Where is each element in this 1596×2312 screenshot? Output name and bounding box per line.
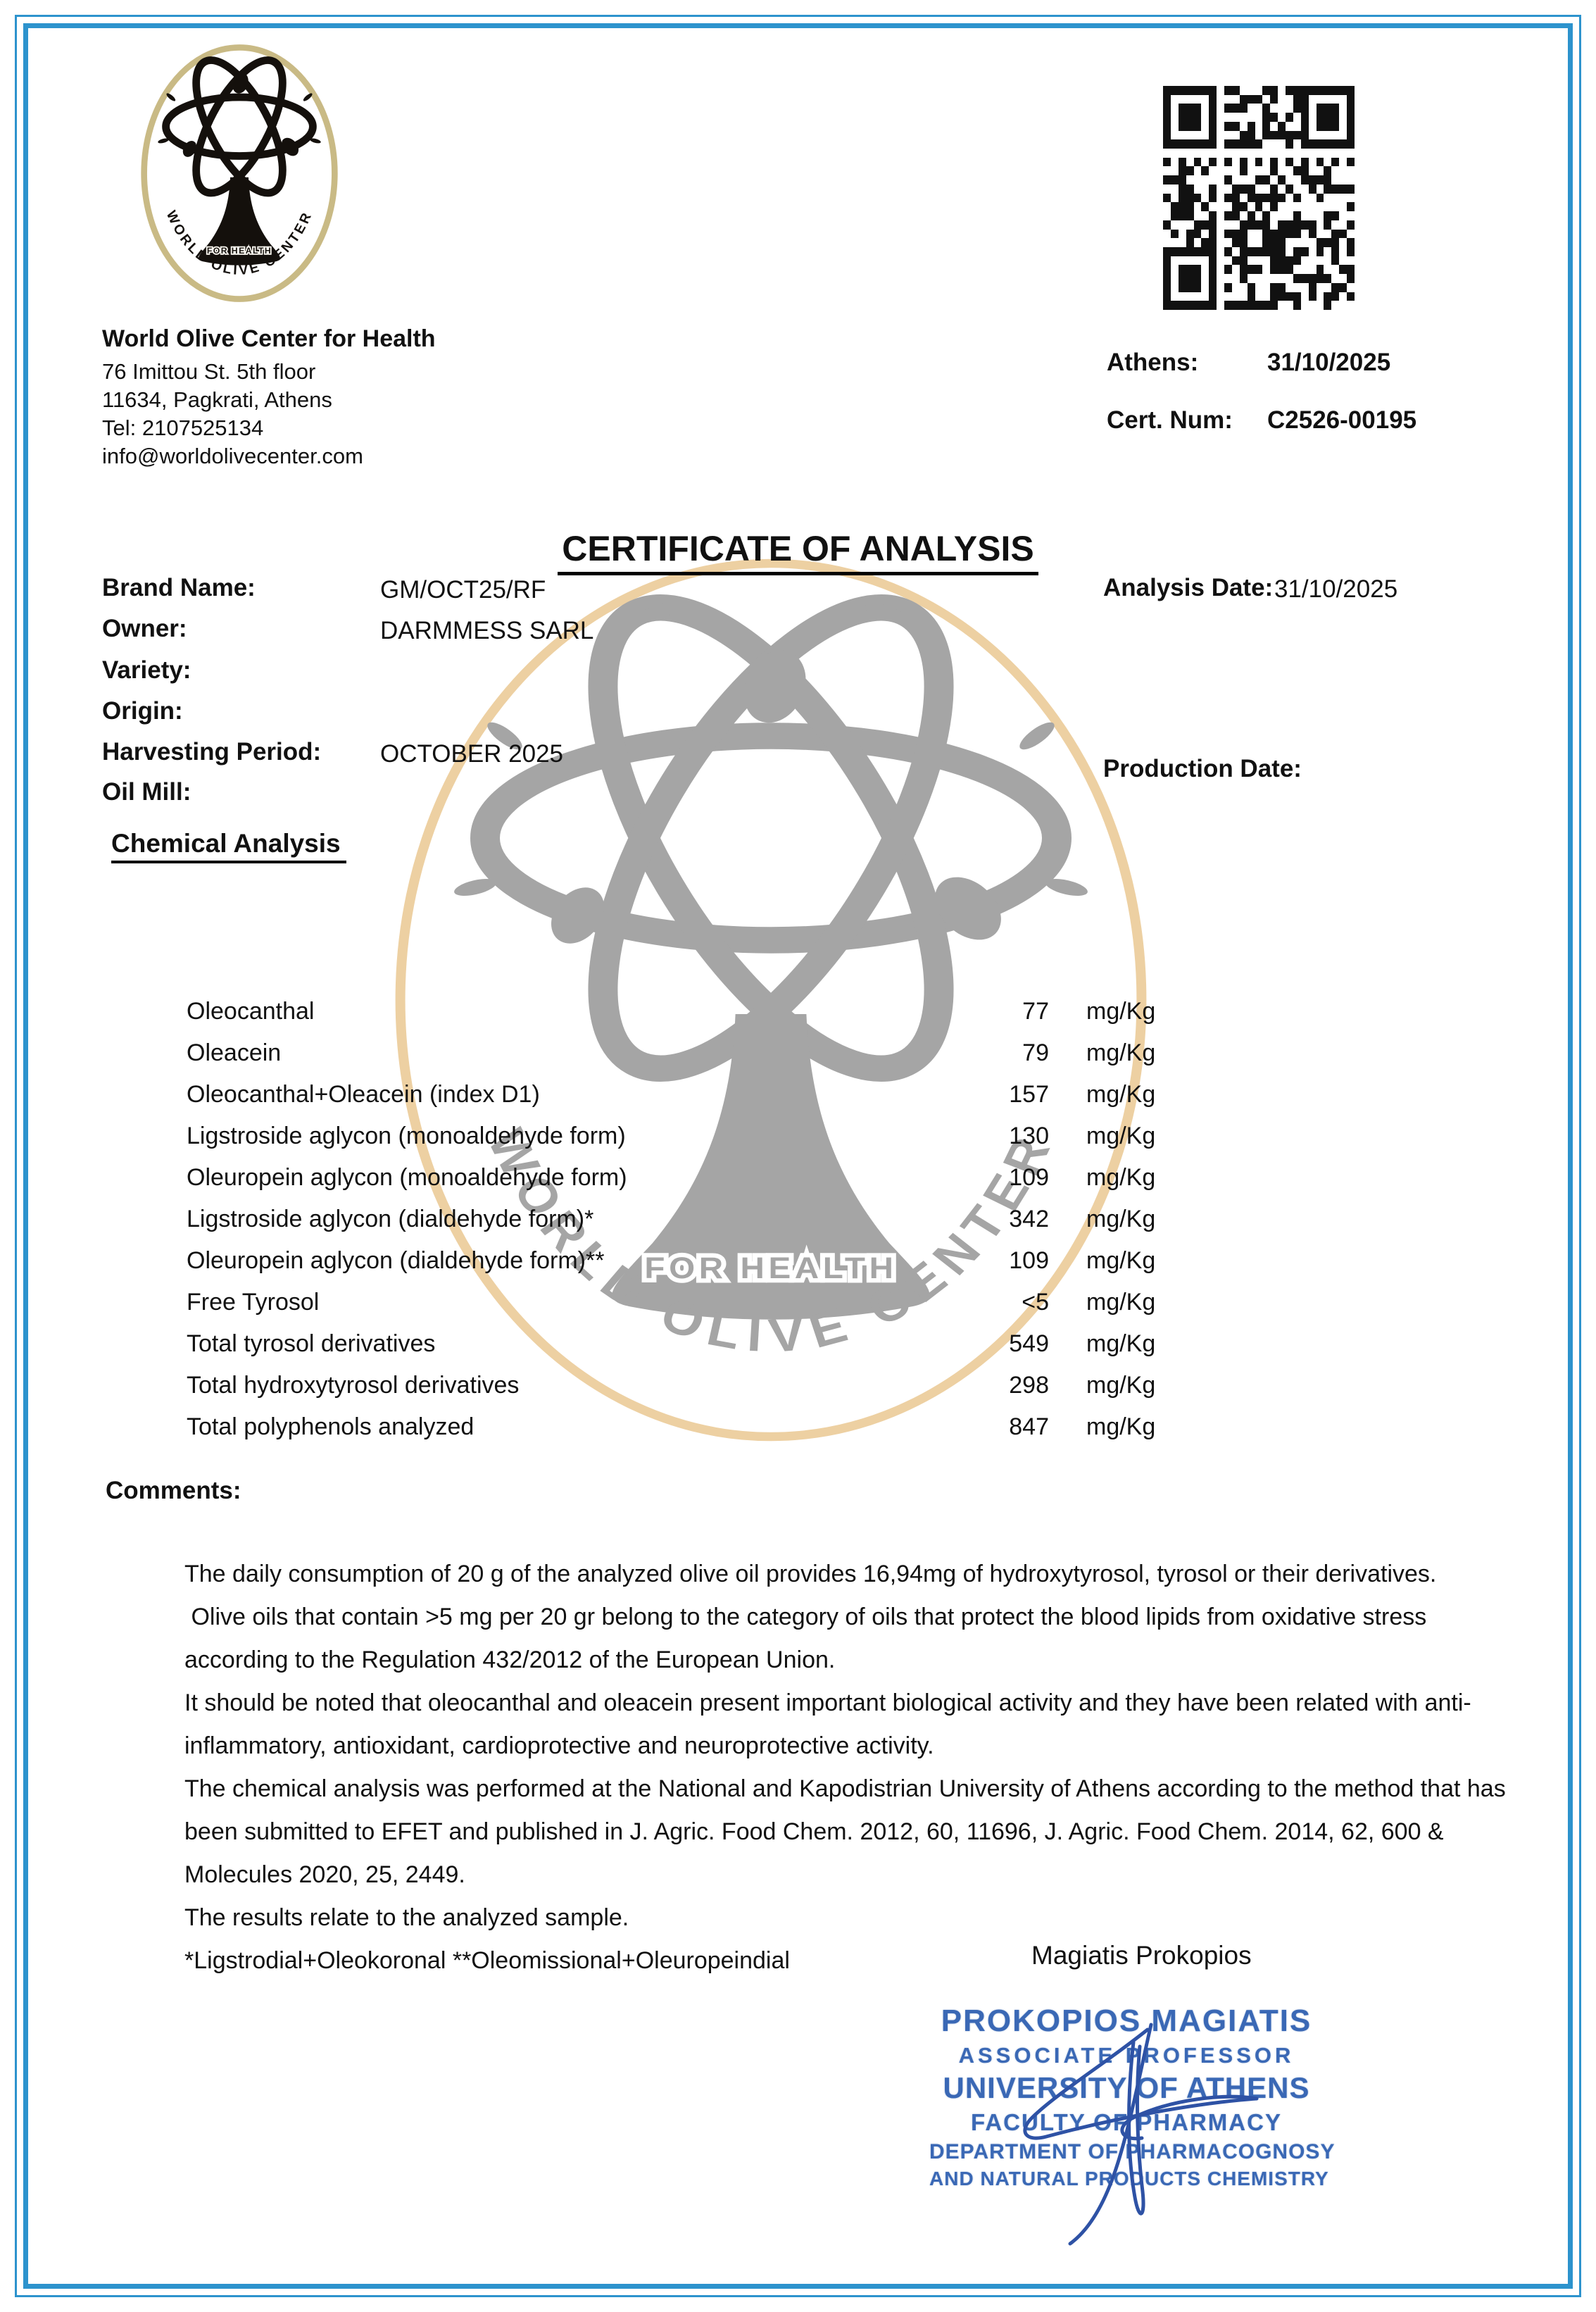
comment-paragraph: The results relate to the analyzed sample.	[184, 1904, 629, 1931]
brand-name-value: GM/OCT25/RF	[380, 576, 546, 604]
comment-paragraph: It should be noted that oleocanthal and oleacein present important biological activity and they have been related with anti-inflammatory, antioxidant, cardioprotective and neuroprotective activity.	[184, 1689, 1471, 1759]
analyte-value: 77	[1022, 998, 1049, 1025]
table-row	[0, 1247, 1596, 1281]
harvesting-period-label: Harvesting Period:	[102, 738, 322, 766]
table-row	[0, 998, 1596, 1032]
stamp-line: UNIVERSITY OF ATHENS	[943, 2071, 1310, 2104]
analyte-unit: mg/Kg	[1086, 1372, 1156, 1399]
table-row	[0, 1081, 1596, 1115]
stamp-line: PROKOPIOS MAGIATIS	[941, 2004, 1312, 2038]
analyte-name: Ligstroside aglycon (dialdehyde form)*	[187, 1206, 594, 1232]
cert-num-value: C2526-00195	[1267, 406, 1417, 434]
stamp-line: AND NATURAL PRODUCTS CHEMISTRY	[929, 2168, 1329, 2189]
analyte-unit: mg/Kg	[1086, 1289, 1156, 1316]
athens-date: 31/10/2025	[1267, 349, 1391, 376]
analyte-name: Oleocanthal+Oleacein (index D1)	[187, 1081, 540, 1108]
table-row	[0, 1372, 1596, 1406]
comment-paragraph: The chemical analysis was performed at the National and Kapodistrian University of Athens according to the method that has been submitted to EFET and published in J. Agric. Food Chem. 2012, 60, 11696, J. Agric. Food Chem. 2014, 62, 600 & Molecules 2020, 25, 2449.	[184, 1775, 1513, 1888]
analyte-value: 109	[1009, 1247, 1049, 1274]
signatory-name: Magiatis Prokopios	[1031, 1941, 1252, 1970]
analyte-value: 847	[1009, 1413, 1049, 1440]
oil-mill-label: Oil Mill:	[102, 778, 191, 806]
address-line: info@worldolivecenter.com	[102, 444, 363, 468]
table-row	[0, 1123, 1596, 1156]
variety-label: Variety:	[102, 656, 191, 684]
comments-text	[184, 1553, 1515, 1982]
analyte-name: Free Tyrosol	[187, 1289, 320, 1316]
table-row	[0, 1413, 1596, 1447]
owner-label: Owner:	[102, 615, 187, 642]
comment-paragraph: Olive oils that contain >5 mg per 20 gr belong to the category of oils that protect the blood lipids from oxidative stress according to the Regulation 432/2012 of the European Union.	[184, 1604, 1433, 1673]
analyte-name: Oleuropein aglycon (monoaldehyde form)	[187, 1164, 627, 1191]
analyte-unit: mg/Kg	[1086, 1206, 1156, 1232]
analyte-unit: mg/Kg	[1086, 1123, 1156, 1149]
table-row	[0, 1039, 1596, 1073]
analyte-name: Total polyphenols analyzed	[187, 1413, 475, 1440]
origin-label: Origin:	[102, 697, 183, 725]
analyte-name: Oleuropein aglycon (dialdehyde form)**	[187, 1247, 605, 1274]
analyte-name: Oleocanthal	[187, 998, 315, 1025]
address-line: 11634, Pagkrati, Athens	[102, 387, 332, 412]
cert-num-label: Cert. Num:	[1107, 406, 1233, 434]
analyte-name: Total hydroxytyrosol derivatives	[187, 1372, 520, 1399]
stamp-line: FACULTY OF PHARMACY	[971, 2109, 1282, 2135]
analyte-unit: mg/Kg	[1086, 1413, 1156, 1440]
analyte-name: Oleacein	[187, 1039, 282, 1066]
analyte-name: Ligstroside aglycon (monoaldehyde form)	[187, 1123, 626, 1149]
analysis-date-value: 31/10/2025	[1274, 575, 1398, 603]
comments-label: Comments:	[106, 1477, 241, 1504]
analyte-value: 79	[1022, 1039, 1049, 1066]
signature-scribble	[972, 1986, 1281, 2254]
harvesting-period-value: OCTOBER 2025	[380, 740, 564, 768]
address-line: Tel: 2107525134	[102, 415, 264, 440]
analyte-unit: mg/Kg	[1086, 1330, 1156, 1357]
table-row	[0, 1330, 1596, 1364]
comment-paragraph: *Ligstrodial+Oleokoronal **Oleomissional+Oleuropeindial	[184, 1947, 790, 1974]
org-address	[102, 358, 363, 470]
chemical-analysis-heading: Chemical Analysis	[111, 829, 346, 863]
analyte-value: 130	[1009, 1123, 1049, 1149]
stamp-line: ASSOCIATE PROFESSOR	[958, 2043, 1295, 2068]
analyte-value: 157	[1009, 1081, 1049, 1108]
analyte-unit: mg/Kg	[1086, 1039, 1156, 1066]
analyte-unit: mg/Kg	[1086, 1081, 1156, 1108]
org-name: World Olive Center for Health	[102, 325, 436, 352]
org-logo	[138, 37, 341, 310]
address-line: 76 Imittou St. 5th floor	[102, 359, 316, 384]
table-row	[0, 1289, 1596, 1323]
analyte-value: 342	[1009, 1206, 1049, 1232]
stamp-line: DEPARTMENT OF PHARMACOGNOSY	[929, 2140, 1336, 2163]
analyte-unit: mg/Kg	[1086, 998, 1156, 1025]
comment-paragraph: The daily consumption of 20 g of the analyzed olive oil provides 16,94mg of hydroxytyrosol, tyrosol or their derivatives.	[184, 1561, 1437, 1587]
qr-code	[1163, 86, 1355, 310]
table-row	[0, 1206, 1596, 1239]
analyte-unit: mg/Kg	[1086, 1247, 1156, 1274]
brand-name-label: Brand Name:	[102, 574, 256, 601]
production-date-label: Production Date:	[1103, 755, 1302, 782]
owner-value: DARMMESS SARL	[380, 617, 594, 644]
analysis-date-label: Analysis Date:	[1103, 574, 1274, 601]
analyte-value: 549	[1009, 1330, 1049, 1357]
page-title: CERTIFICATE OF ANALYSIS	[0, 528, 1596, 575]
analyte-value: 109	[1009, 1164, 1049, 1191]
table-row	[0, 1164, 1596, 1198]
athens-label: Athens:	[1107, 349, 1199, 376]
analyte-value: 298	[1009, 1372, 1049, 1399]
analyte-unit: mg/Kg	[1086, 1164, 1156, 1191]
analyte-name: Total tyrosol derivatives	[187, 1330, 436, 1357]
analyte-value: <5	[1022, 1289, 1049, 1316]
